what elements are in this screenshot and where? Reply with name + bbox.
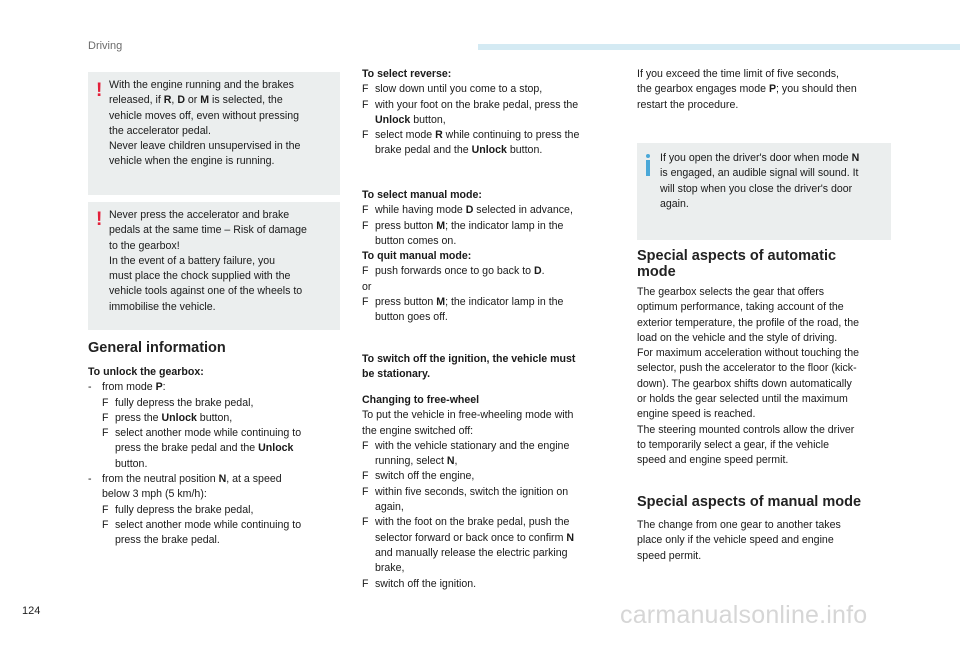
list-item: F select another mode while continuing to press the brake pedal and the Unlock button. xyxy=(102,427,302,470)
checkbox-bullet-icon: F xyxy=(362,98,369,111)
list-item: F with the vehicle stationary and the engine running, select N, xyxy=(362,439,570,468)
checkbox-bullet-icon: F xyxy=(362,439,369,452)
w1-line6: vehicle when the engine is running. xyxy=(109,155,275,168)
checkbox-bullet-icon: F xyxy=(362,204,369,217)
list-item: F within five seconds, switch the ignition on again, xyxy=(362,485,569,514)
checkbox-bullet-icon: F xyxy=(362,485,369,498)
general-information-heading: General information xyxy=(88,340,226,356)
warning-box-1 xyxy=(88,72,340,195)
unlock-title: To unlock the gearbox: xyxy=(88,366,204,378)
warning-icon: ! xyxy=(96,209,103,230)
reverse-section: To select reverse: F slow down until you come to a stop, F with your foot on the brake pedal, press the Unlock button, F select mode R while continuing to press the brake pedal and the Unlock button. xyxy=(362,67,622,159)
info-icon xyxy=(646,160,650,176)
unlock-procedure: To unlock the gearbox: - from mode P: F fully depress the brake pedal, F press the Unlock button, F select another mode while continuing to press the brake pedal and the Unlock button. - from the neutral position N, at a speed below 3 mph (5 km/h): F fully depress the brake pedal, F select another mode while continuing to press the brake pedal. xyxy=(88,365,343,549)
automatic-mode-heading: Special aspects of automatic mode xyxy=(637,248,837,280)
list-item: F fully depress the brake pedal, xyxy=(88,503,343,518)
list-item: F press the Unlock button, xyxy=(88,411,343,426)
manual-mode-heading: Special aspects of manual mode xyxy=(637,494,862,510)
w1-line2: released, if R, D or M is selected, the xyxy=(109,94,283,107)
checkbox-bullet-icon: F xyxy=(102,503,109,516)
checkbox-bullet-icon: F xyxy=(362,83,369,96)
list-item: F while having mode D selected in advance, xyxy=(362,203,622,218)
w2-line5: must place the chock supplied with the xyxy=(109,270,291,283)
list-item: F fully depress the brake pedal, xyxy=(88,396,343,411)
checkbox-bullet-icon: F xyxy=(362,219,369,232)
list-item: F select mode R while continuing to press the brake pedal and the Unlock button. xyxy=(362,129,580,157)
checkbox-bullet-icon: F xyxy=(102,427,109,440)
checkbox-bullet-icon: F xyxy=(362,265,369,278)
time-limit-paragraph: If you exceed the time limit of five seconds, the gearbox engages mode P; you should then restart the procedure. xyxy=(637,68,857,111)
automatic-mode-text: The gearbox selects the gear that offers optimum performance, taking account of the exterior temperature, the profile of the road, the load on the vehicle and the style of driving. For maximum acceleration without touching the selector, push the accelerator to the floor (kick- down). The gearbox shifts down automatically or holds the gear selected until the maximum engine speed is reached. The steering mounted controls allow the driver to temporarily select a gear, if the vehicle speed and engine speed permit. xyxy=(637,286,860,467)
watermark: carmanualsonline.info xyxy=(620,601,868,629)
manual-mode-section: To select manual mode: F while having mode D selected in advance, F press button M; the indicator lamp in the button comes on. To quit manual mode: F push forwards once to go back to D. or F press button M; the indicator lamp in the button goes off. xyxy=(362,188,622,326)
list-item: F with the foot on the brake pedal, push the selector forward or back once to confirm N and manually release the electric parking brake, xyxy=(362,516,575,575)
w2-line4: In the event of a battery failure, you xyxy=(109,254,276,267)
checkbox-bullet-icon: F xyxy=(102,518,109,531)
w1-line5: Never leave children unsupervised in the xyxy=(109,140,301,153)
freewheel-section: Changing to free-wheel To put the vehicle in free-wheeling mode with the engine switched off: F with the vehicle stationary and the engine running, select N, F switch off the engine, F within five seconds, switch the ignition on again, F with the foot on the brake pedal, push the selector forward or back once to confirm N and manually release the electric parking brake, F switch off the ignition. xyxy=(362,393,622,592)
checkbox-bullet-icon: F xyxy=(362,577,369,590)
w1-line1: With the engine running and the brakes xyxy=(109,79,294,91)
w2-line6: vehicle tools against one of the wheels to xyxy=(109,285,303,298)
warning-icon: ! xyxy=(96,80,103,101)
checkbox-bullet-icon: F xyxy=(362,296,369,309)
w2-line7: immobilise the vehicle. xyxy=(109,300,216,313)
list-item: F push forwards once to go back to D. xyxy=(362,264,622,279)
checkbox-bullet-icon: F xyxy=(102,411,109,424)
w1-line4: the accelerator pedal. xyxy=(109,124,211,137)
page-number: 124 xyxy=(22,605,41,617)
list-item: F select another mode while continuing to press the brake pedal. xyxy=(102,518,302,547)
header-bar xyxy=(478,44,960,50)
list-item: F press button M; the indicator lamp in the button comes on. xyxy=(362,219,564,247)
running-header: Driving xyxy=(88,40,123,52)
list-item: F press button M; the indicator lamp in the button goes off. xyxy=(362,296,564,324)
list-item: F slow down until you come to a stop, xyxy=(362,82,622,97)
checkbox-bullet-icon: F xyxy=(362,516,369,529)
w2-line2: pedals at the same time – Risk of damage xyxy=(109,224,307,237)
checkbox-bullet-icon: F xyxy=(102,396,109,409)
manual-mode-text: The change from one gear to another takes place only if the vehicle speed and engine speed permit. xyxy=(637,519,841,562)
w2-line3: to the gearbox! xyxy=(109,239,180,252)
list-item: F switch off the ignition. xyxy=(362,577,622,592)
checkbox-bullet-icon: F xyxy=(362,129,369,142)
switch-off-note: To switch off the ignition, the vehicle must be stationary. xyxy=(362,353,576,381)
info-box: If you open the driver's door when mode N is engaged, an audible signal will sound. It will stop when you close the driver's door again. xyxy=(637,143,891,240)
list-item: F with your foot on the brake pedal, press the Unlock button, xyxy=(362,98,579,126)
w2-line1: Never press the accelerator and brake xyxy=(109,209,290,221)
checkbox-bullet-icon: F xyxy=(362,470,369,483)
warning-box-2 xyxy=(88,202,340,330)
list-item: F switch off the engine, xyxy=(362,469,622,484)
w1-line3: vehicle moves off, even without pressing xyxy=(109,109,300,122)
